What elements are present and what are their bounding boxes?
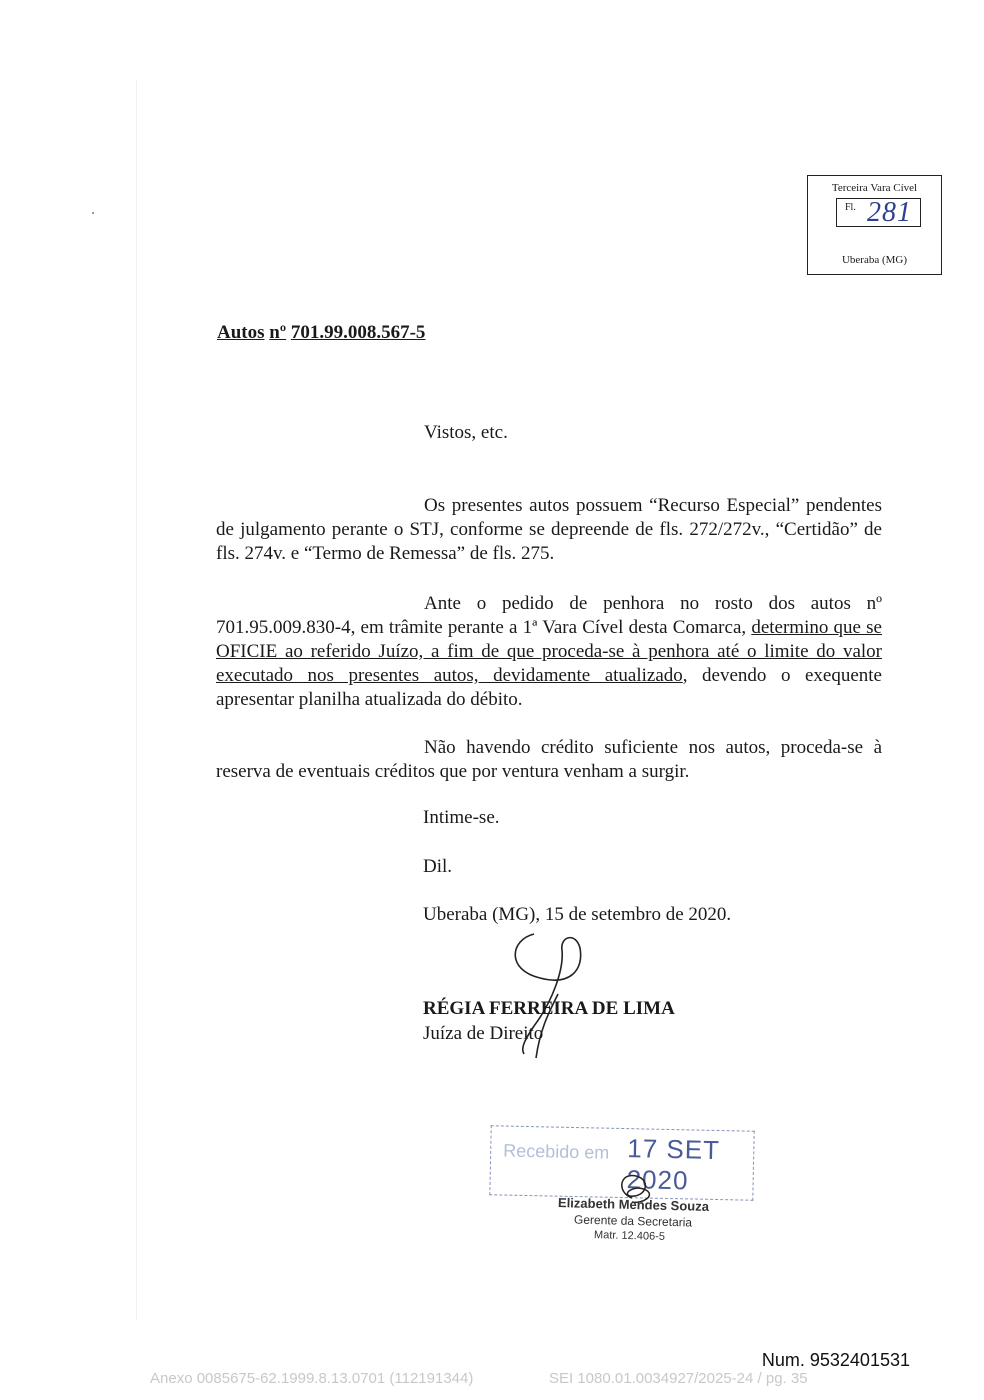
stamp-inner-box: [836, 198, 921, 227]
receipt-date: 17 SET 2020: [626, 1133, 720, 1196]
clerk-registration: Matr. 12.406-5: [593, 1229, 666, 1243]
place-date: Uberaba (MG), 15 de setembro de 2020.: [423, 904, 732, 925]
paragraph-3: Não havendo crédito suficiente nos autos, proceda-se à reserva de eventuais créditos que por ventura venham a surgir.: [216, 737, 882, 782]
case-number-heading: [217, 322, 425, 344]
greeting: Vistos, etc.: [424, 422, 508, 443]
judge-title: Juíza de Direito: [423, 1023, 544, 1044]
case-number: 701.99.008.567-5: [290, 322, 426, 343]
stamp-city: Uberaba (MG): [841, 254, 908, 266]
intime-line: Intime-se.: [423, 807, 500, 828]
case-no-label: nº: [269, 322, 287, 343]
stamp-court: Terceira Vara Cível: [831, 182, 918, 194]
scan-speck: [92, 212, 94, 214]
paragraph-2-start: Ante o pedido de penhora no rosto dos autos nº 701.95.009.830-4, em trâmite perante a 1ª Vara Cível desta Comarca,: [216, 593, 882, 638]
paragraph-2: [216, 592, 882, 712]
sei-reference: SEI 1080.01.0034927/2025-24 / pg. 35: [549, 1370, 808, 1387]
page-number-stamp: [807, 175, 942, 275]
dil-line: Dil.: [423, 856, 453, 877]
clerk-role: Gerente da Secretaria: [573, 1212, 693, 1230]
receipt-label: Recebido em: [503, 1140, 610, 1163]
paragraph-2-end: , devendo o exequente apresentar planilha atualizada do débito.: [216, 665, 882, 710]
stamp-fl-label: Fl.: [845, 202, 856, 213]
page-margin-line: [136, 80, 137, 1320]
annex-reference: Anexo 0085675-62.1999.8.13.0701 (112191344): [150, 1370, 474, 1387]
document-number: Num. 9532401531: [761, 1350, 910, 1370]
paragraph-2-order: determino que se OFICIE ao referido Juízo, a fim de que proceda-se à penhora até o limite do valor executado nos presentes autos, devidamente atualizado: [216, 617, 882, 686]
judge-name: RÉGIA FERREIRA DE LIMA: [423, 998, 675, 1019]
case-label: Autos: [217, 322, 265, 343]
clerk-name: Elizabeth Mendes Souza: [557, 1195, 710, 1214]
paragraph-1: Os presentes autos possuem “Recurso Especial” pendentes de julgamento perante o STJ, conforme se depreende de fls. 272/272v., “Certidão” de fls. 274v. e “Termo de Remessa” de fls. 275.: [216, 495, 882, 564]
stamp-page-number: 281: [867, 197, 912, 228]
